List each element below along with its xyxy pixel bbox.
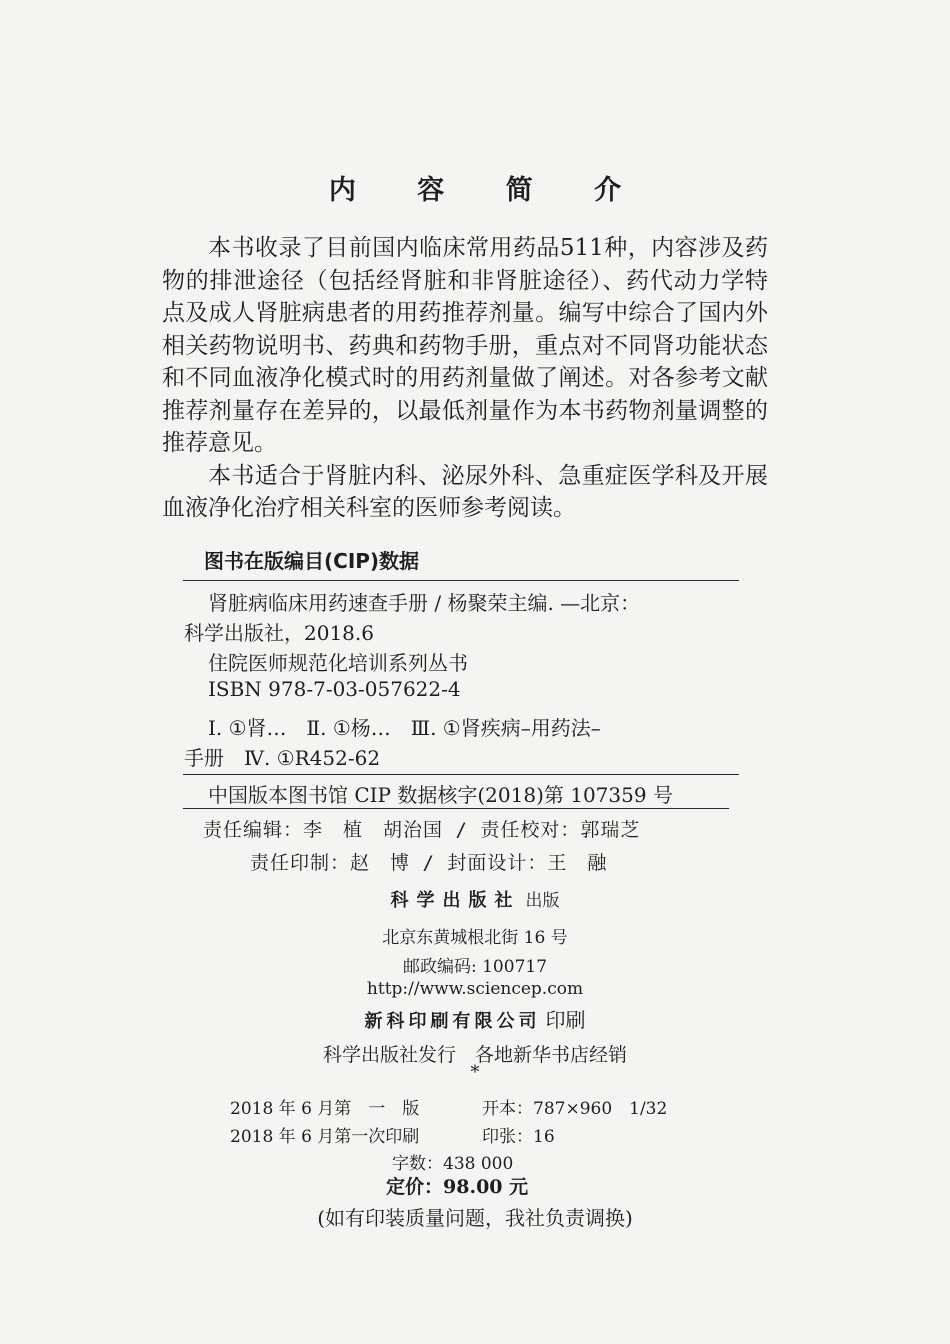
publisher-name: 科学出版社 — [390, 890, 521, 911]
publisher-address: 北京东黄城根北街 16 号 — [382, 928, 568, 948]
print-date: 2018 年 6 月第一次印刷 — [230, 1127, 420, 1147]
publisher-suffix: 出版 — [525, 891, 560, 911]
word-count: 字数：438 000 — [392, 1154, 514, 1174]
separator-star: * — [470, 1062, 480, 1083]
price-value: 98.00 元 — [443, 1176, 529, 1198]
cip-line-3: 住院医师规范化培训系列丛书 — [208, 651, 468, 675]
price-line — [386, 1172, 528, 1199]
printer-line — [0, 1004, 950, 1033]
print-sheets: 印张：16 — [482, 1127, 555, 1147]
intro-paragraph-2: 本书适合于肾脏内科、泌尿外科、急重症医学科及开展血液净化治疗相关科室的医师参考阅读。 — [162, 462, 768, 521]
staff-line-1: 责任编辑：李 植 胡治国 / 责任校对：郭瑞芝 — [203, 819, 641, 841]
cip-isbn: ISBN 978-7-03-057622-4 — [208, 677, 461, 701]
intro-paragraph-1: 本书收录了目前国内临床常用药品511种，内容涉及药物的排泄途径（包括经肾脏和非肾脏途径）、药代动力学特点及成人肾脏病患者的用药推荐剂量。编写中综合了国内外相关药物说明书、药典和药物手册，重点对不同肾功能状态和不同血液净化模式时的用药剂量做了阐述。对各参考文献推荐剂量存在差异的，以最低剂量作为本书药物剂量调整的推荐意见。 — [162, 235, 768, 456]
publisher-line — [0, 886, 950, 912]
cip-number-line: 中国版本图书馆 CIP 数据核字(2018)第 107359 号 — [208, 783, 673, 807]
cip-line-1: 肾脏病临床用药速查手册 / 杨聚荣主编. —北京： — [208, 591, 641, 615]
quality-note: (如有印装质量问题，我社负责调换) — [317, 1206, 633, 1230]
cip-bottom-rule — [183, 808, 729, 809]
staff-line-2: 责任印制：赵 博 / 封面设计：王 融 — [250, 852, 608, 874]
price-label: 定价： — [386, 1176, 444, 1198]
edition-date: 2018 年 6 月第 一 版 — [230, 1099, 420, 1119]
cip-line-6: 手册 Ⅳ. ①R452-62 — [184, 746, 381, 770]
cip-middle-rule — [183, 774, 739, 775]
cip-line-2: 科学出版社，2018.6 — [184, 621, 374, 645]
cip-heading: 图书在版编目(CIP)数据 — [204, 549, 420, 573]
publisher-postcode: 邮政编码: 100717 — [402, 957, 548, 977]
page-title: 内 容 简 介 — [328, 175, 648, 206]
intro-section — [162, 232, 768, 525]
cip-top-rule — [183, 580, 739, 581]
printer-suffix: 印刷 — [545, 1008, 586, 1032]
publisher-url: http://www.sciencep.com — [366, 979, 584, 999]
cip-line-5: Ⅰ. ①肾… Ⅱ. ①杨… Ⅲ. ①肾疾病–用药法– — [208, 716, 601, 740]
distribution-line: 科学出版社发行 各地新华书店经销 — [322, 1044, 627, 1066]
printer-name: 新科印刷有限公司 — [364, 1011, 541, 1032]
format-size: 开本：787×960 1/32 — [482, 1099, 668, 1119]
